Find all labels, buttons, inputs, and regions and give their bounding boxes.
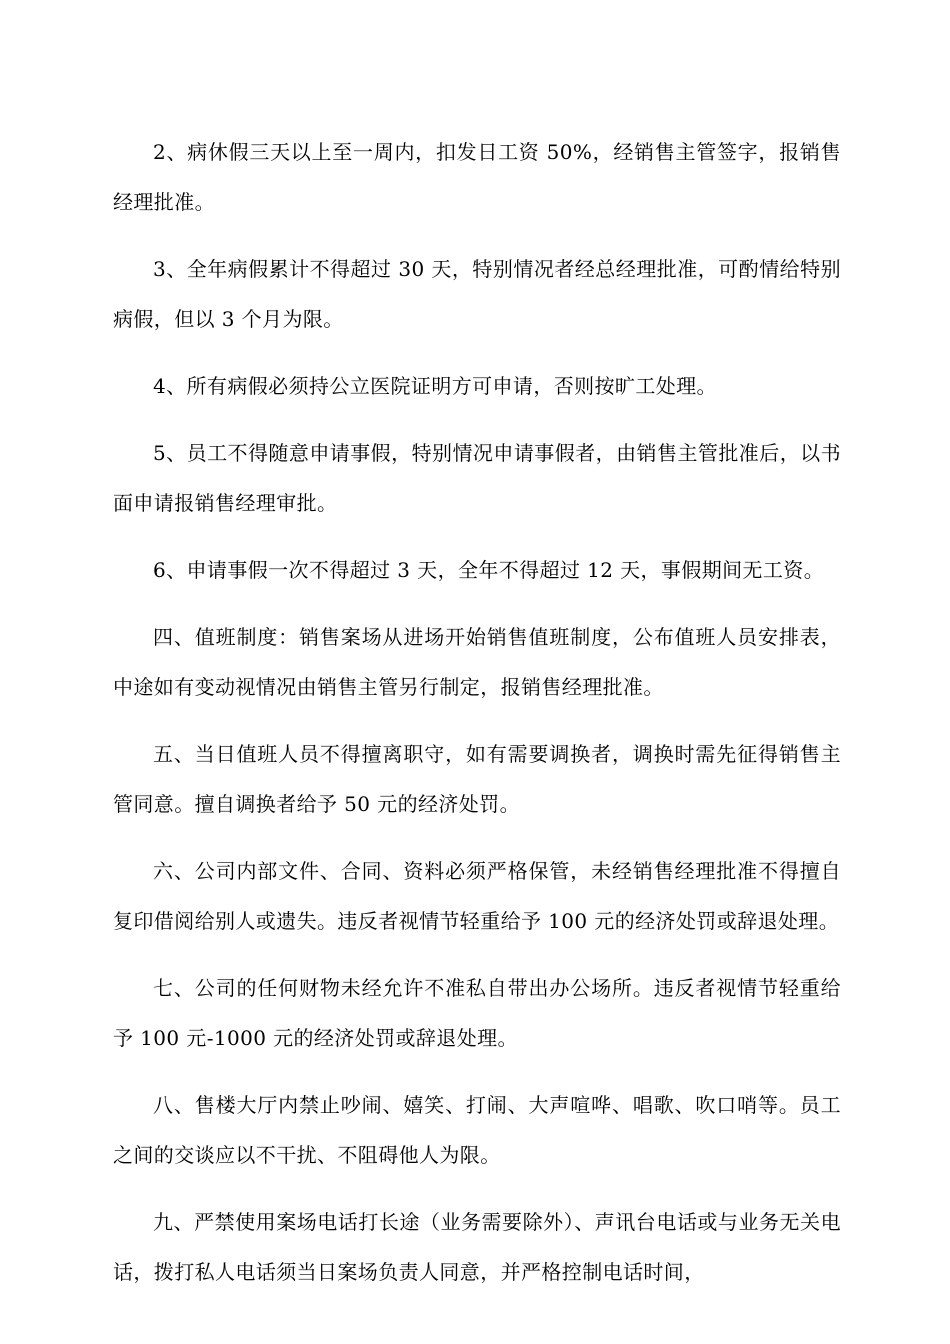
paragraph-personal-leave-limit: 6、申请事假一次不得超过 3 天，全年不得超过 12 天，事假期间无工资。 [153,558,825,582]
paragraph-phone-usage: 九、严禁使用案场电话打长途（业务需要除外）、声讯台电话或与业务无关电话，拨打私人电话须当日案场负责人同意，并严格控制电话时间， [113,1210,841,1284]
paragraph-company-property: 七、公司的任何财物未经允许不准私自带出办公场所。违反者视情节轻重给予 100 元-1000 元的经济处罚或辞退处理。 [113,976,841,1050]
paragraph-sick-leave-week: 2、病休假三天以上至一周内，扣发日工资 50%，经销售主管签字，报销售经理批准。 [113,140,841,214]
paragraph-duty-swap: 五、当日值班人员不得擅离职守，如有需要调换者，调换时需先征得销售主管同意。擅自调换者给予 50 元的经济处罚。 [113,742,841,816]
paragraph-duty-system: 四、值班制度：销售案场从进场开始销售值班制度，公布值班人员安排表，中途如有变动视情况由销售主管另行制定，报销售经理批准。 [113,625,841,699]
document-body [113,127,841,1297]
paragraph-personal-leave-request: 5、员工不得随意申请事假，特别情况申请事假者，由销售主管批准后，以书面申请报销售经理审批。 [113,441,841,515]
paragraph-hall-conduct: 八、售楼大厅内禁止吵闹、嬉笑、打闹、大声喧哗、唱歌、吹口哨等。员工之间的交谈应以不干扰、不阻碍他人为限。 [113,1093,841,1167]
paragraph-annual-sick-leave: 3、全年病假累计不得超过 30 天，特别情况者经总经理批准，可酌情给特别病假，但以 3 个月为限。 [113,257,841,331]
paragraph-hospital-certificate: 4、所有病假必须持公立医院证明方可申请，否则按旷工处理。 [153,374,717,398]
paragraph-document-custody: 六、公司内部文件、合同、资料必须严格保管，未经销售经理批准不得擅自复印借阅给别人或遗失。违反者视情节轻重给予 100 元的经济处罚或辞退处理。 [113,859,841,933]
